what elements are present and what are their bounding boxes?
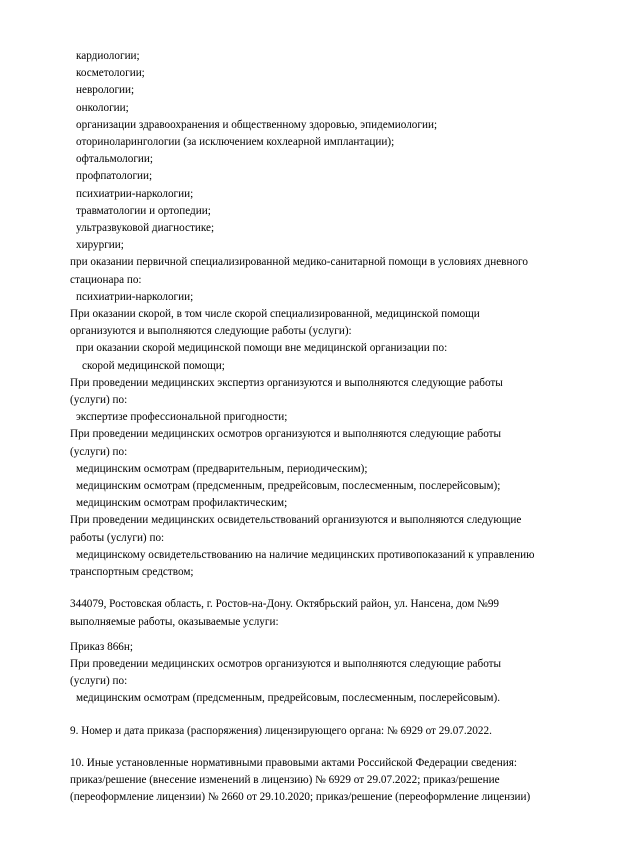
paragraph-gap [70,631,569,639]
emergency-care [70,306,569,375]
paragraph-gap [70,740,569,755]
text-line: (переоформление лицензии) № 2660 от 29.10.2020; приказ/решение (переоформление лицензии) [70,791,531,804]
text-line: При проведении медицинских освидетельствований организуются и выполняются следующие [70,514,522,527]
text-line: оториноларингологии (за исключением кохлеарной имплантации); [76,136,395,149]
text-line: работы (услуги) по: [70,531,165,544]
medical-inspections [70,426,569,512]
address-block [70,596,569,630]
text-line: При проведении медицинских осмотров организуются и выполняются следующие работы [70,428,502,441]
text-line: (услуги) по: [70,394,128,407]
text-line: при оказании первичной специализированной медико-санитарной помощи в условиях дневного [70,256,528,269]
text-line: стационара по: [70,273,142,286]
text-line: 10. Иные установленные нормативными правовыми актами Российской Федерации сведения: [70,756,517,769]
text-line: приказ/решение (внесение изменений в лицензию) № 6929 от 29.07.2022; приказ/решение [70,773,500,786]
text-line: выполняемые работы, оказываемые услуги: [70,615,279,628]
text-line: кардиологии; [76,50,140,62]
specialties-list [70,48,569,254]
text-line: хирургии; [76,239,124,252]
text-line: медицинским осмотрам (предсменным, предрейсовым, послесменным, послерейсовым); [76,480,501,493]
text-line: (услуги) по: [70,445,128,458]
text-line: 9. Номер и дата приказа (распоряжения) лицензирующего органа: № 6929 от 29.07.2022. [70,724,492,737]
item-10-other-info [70,755,569,807]
text-line: медицинским осмотрам профилактическим; [76,497,288,510]
text-line: косметологии; [76,67,145,80]
text-line: медицинским осмотрам (предсменным, предрейсовым, послесменным, послерейсовым). [76,692,500,705]
text-line: При проведении медицинских экспертиз организуются и выполняются следующие работы [70,376,503,389]
text-line: травматологии и ортопедии; [76,204,211,217]
text-line: ультразвуковой диагностике; [76,222,215,235]
text-line: онкологии; [76,101,129,114]
document-body [70,48,569,806]
text-line: неврологии; [76,84,135,97]
medical-certifications [70,512,569,581]
order-866n [70,639,569,656]
text-line: Приказ 866н; [70,640,133,653]
text-line: 344079, Ростовская область, г. Ростов-на-Дону. Октябрьский район, ул. Нансена, дом №99 [70,598,500,611]
text-line: психиатрии-наркологии; [76,187,194,200]
medical-examinations-expertise [70,375,569,427]
text-line: организуются и выполняются следующие работы (услуги): [70,325,352,338]
text-line: профпатологии; [76,170,153,183]
primary-specialized-day-hospital [70,254,569,306]
text-line: транспортным средством; [70,566,194,579]
text-line: при оказании скорой медицинской помощи вне медицинской организации по: [76,342,448,355]
text-line: При оказании скорой, в том числе скорой специализированной, медицинской помощи [70,308,480,321]
text-line: психиатрии-наркологии; [76,290,194,303]
paragraph-gap [70,581,569,596]
text-line: офтальмологии; [76,153,153,166]
text-line: медицинскому освидетельствованию на наличие медицинских противопоказаний к управлению [76,548,535,561]
text-line: организации здравоохранения и общественному здоровью, эпидемиологии; [76,118,438,131]
text-line: медицинским осмотрам (предварительным, периодическим); [76,462,368,475]
text-line: При проведении медицинских осмотров организуются и выполняются следующие работы [70,657,502,670]
text-line: (услуги) по: [70,675,128,688]
text-line: экспертизе профессиональной пригодности; [76,411,288,424]
text-line: скорой медицинской помощи; [82,359,225,372]
medical-inspections-address [70,656,569,708]
paragraph-gap [70,708,569,723]
item-9-order-number-date [70,723,569,740]
